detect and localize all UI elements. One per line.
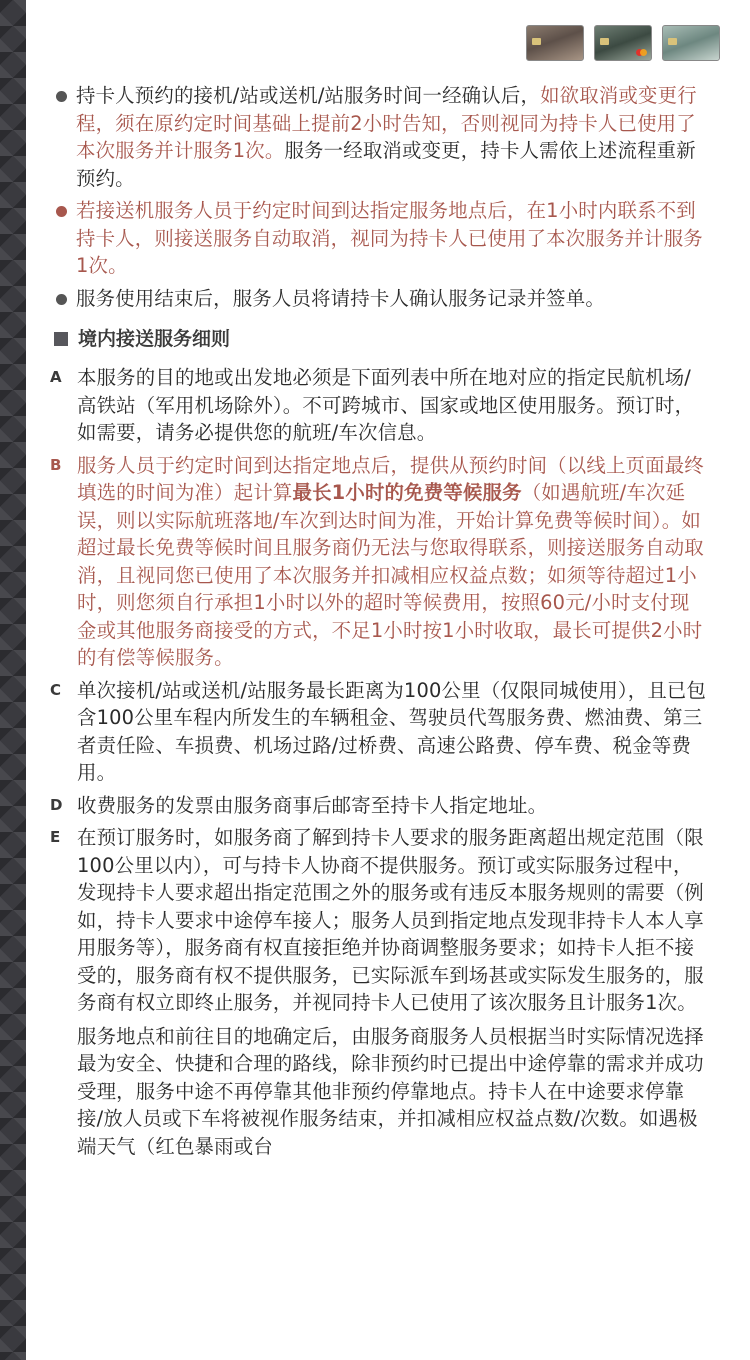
rule-paragraph: [48, 1023, 708, 1161]
paragraph-text: 服务地点和前往目的地确定后，由服务商服务人员根据当时实际情况选择最为安全、快捷和合理的路线，除非预约时已提出中途停靠的需求并成功受理，服务中途不再停靠其他非预约停靠地点。持卡人在中途要求停靠接/放人员或下车将被视作服务结束，并扣减相应权益点数/次数。如遇极端天气（红色暴雨或台: [77, 1024, 704, 1158]
rule-item: [48, 677, 708, 787]
bullet-item: [48, 82, 708, 192]
bullet-item: [48, 197, 708, 280]
rule-text: 在预订服务时，如服务商了解到持卡人要求的服务距离超出规定范围（限100公里以内），可与持卡人协商不提供服务。预订或实际服务过程中，发现持卡人要求超出指定范围之外的服务或有违反本服务规则的需要（例如，持卡人要求中途停车接人；服务人员到指定地点发现非持卡人本人享用服务等），服务商有权直接拒绝并协商调整服务要求；如持卡人拒不接受的，服务商有权不提供服务，已实际派车到场甚或实际发生服务的，服务商有权立即终止服务，并视同持卡人已使用了该次服务且计服务1次。: [77, 826, 704, 1014]
terms-content: [48, 82, 708, 1160]
bullet-text: 服务一经取消或变更，持卡人需依上述流程重新预约。: [76, 139, 696, 190]
bullet-text-highlight: 如欲取消或变更行程，须在原约定时间基础上提前2小时告知，否则视同为持卡人已使用了本次服务并计服务1次。: [76, 84, 697, 162]
rule-letter: A: [50, 368, 62, 386]
rule-text-highlight: 服务人员于约定时间到达指定地点后，提供从预约时间（以线上页面最终填选的时间为准）起计算: [77, 453, 704, 504]
section-title: 境内接送服务细则: [78, 328, 231, 350]
decorative-side-strip: [0, 0, 26, 1360]
rule-item: [48, 452, 708, 672]
rule-letter: C: [50, 680, 62, 699]
bullet-item: [48, 285, 708, 313]
rule-letter: B: [50, 455, 62, 474]
mastercard-logo-icon: [636, 49, 647, 56]
credit-card-thumbnail: [526, 25, 584, 61]
bullet-dot-icon: [56, 294, 67, 305]
credit-card-thumbnail: [662, 25, 720, 61]
rule-text: 本服务的目的地或出发地必须是下面列表中所在地对应的指定民航机场/高铁站（军用机场除外）。不可跨城市、国家或地区使用服务。预订时，如需要，请务必提供您的航班/车次信息。: [77, 366, 695, 444]
card-thumbnails: [526, 25, 720, 61]
section-heading: [48, 326, 708, 353]
rule-item: [48, 792, 708, 820]
bullet-text: 持卡人预约的接机/站或送机/站服务时间一经确认后，: [76, 84, 541, 107]
rule-letter: D: [50, 795, 63, 814]
bullet-text: 服务使用结束后，服务人员将请持卡人确认服务记录并签单。: [76, 286, 605, 310]
bullet-dot-icon: [56, 206, 67, 217]
rule-text-emphasis: 最长1小时的免费等候服务: [292, 481, 522, 504]
rule-item: [48, 364, 708, 447]
rule-item: [48, 824, 708, 1017]
credit-card-thumbnail: [594, 25, 652, 61]
bullet-dot-icon: [56, 91, 67, 102]
bullet-text-highlight: 若接送机服务人员于约定时间到达指定服务地点后，在1小时内联系不到持卡人，则接送服务自动取消，视同为持卡人已使用了本次服务并计服务1次。: [76, 199, 703, 277]
rule-text: 单次接机/站或送机/站服务最长距离为100公里（仅限同城使用），且已包含100公里车程内所发生的车辆租金、驾驶员代驾服务费、燃油费、第三者责任险、车损费、机场过路/过桥费、高速公路费、停车费、税金等费用。: [77, 678, 707, 784]
rule-text: 收费服务的发票由服务商事后邮寄至持卡人指定地址。: [77, 793, 548, 817]
rule-text-highlight: （如遇航班/车次延误，则以实际航班落地/车次到达时间为准，开始计算免费等候时间）。如超过最长免费等候时间且服务商仍无法与您取得联系，则接送服务自动取消，且视同您已使用了本次服务并扣减相应权益点数；如须等待超过1小时，则您须自行承担1小时以外的超时等候费用，按照60元/小时支付现金或其他服务商接受的方式，不足1小时按1小时收取，最长可提供2小时的有偿等候服务。: [77, 481, 704, 669]
rule-letter: E: [50, 828, 61, 846]
square-marker-icon: [54, 332, 68, 346]
